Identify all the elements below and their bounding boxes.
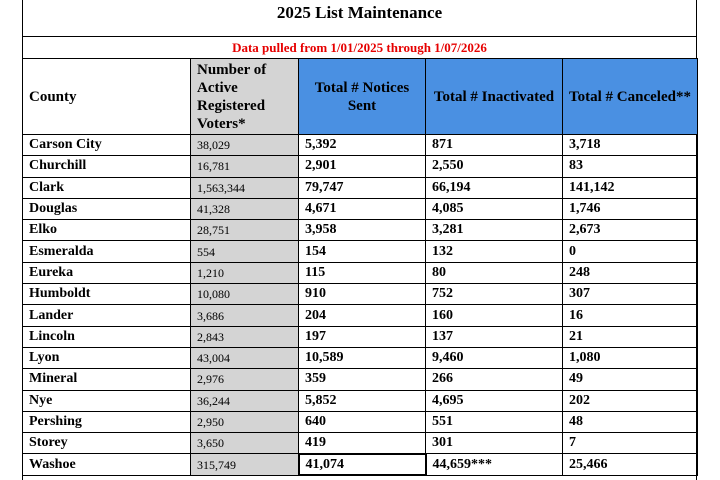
cell-county: Eureka [23, 262, 191, 283]
cell-inactivated: 301 [426, 433, 563, 454]
cell-active-voters: 43,004 [191, 347, 299, 368]
cell-notices-sent: 3,958 [299, 220, 426, 241]
table-row [23, 241, 698, 262]
cell-canceled: 3,718 [563, 135, 698, 156]
cell-county: Esmeralda [23, 241, 191, 262]
table-header-row [23, 59, 698, 135]
cell-inactivated: 871 [426, 135, 563, 156]
cell-inactivated: 80 [426, 262, 563, 283]
cell-canceled: 83 [563, 156, 698, 177]
cell-notices-sent: 5,392 [299, 135, 426, 156]
cell-inactivated: 9,460 [426, 347, 563, 368]
cell-county: Nye [23, 390, 191, 411]
cell-canceled: 0 [563, 241, 698, 262]
cell-inactivated: 4,085 [426, 198, 563, 219]
table-row [23, 284, 698, 305]
cell-canceled: 2,673 [563, 220, 698, 241]
cell-county: Lincoln [23, 326, 191, 347]
cell-county: Storey [23, 433, 191, 454]
cell-county: Churchill [23, 156, 191, 177]
cell-notices-sent: 79,747 [299, 177, 426, 198]
cell-inactivated: 160 [426, 305, 563, 326]
cell-active-voters: 3,650 [191, 433, 299, 454]
cell-active-voters: 41,328 [191, 198, 299, 219]
cell-county: Douglas [23, 198, 191, 219]
table-row [23, 454, 698, 475]
cell-active-voters: 36,244 [191, 390, 299, 411]
header-inactivated: Total # Inactivated [426, 59, 563, 135]
cell-county: Elko [23, 220, 191, 241]
cell-notices-sent: 419 [299, 433, 426, 454]
cell-canceled: 141,142 [563, 177, 698, 198]
table-row [23, 198, 698, 219]
table-row [23, 305, 698, 326]
cell-canceled: 49 [563, 369, 698, 390]
cell-canceled: 307 [563, 284, 698, 305]
cell-inactivated: 44,659*** [426, 454, 563, 475]
cell-active-voters: 28,751 [191, 220, 299, 241]
cell-active-voters: 315,749 [191, 454, 299, 475]
cell-county: Clark [23, 177, 191, 198]
table-row [23, 326, 698, 347]
cell-canceled: 1,746 [563, 198, 698, 219]
cell-inactivated: 752 [426, 284, 563, 305]
table-row [23, 220, 698, 241]
table-row [23, 135, 698, 156]
cell-canceled: 7 [563, 433, 698, 454]
cell-county: Humboldt [23, 284, 191, 305]
table-row [23, 177, 698, 198]
cell-active-voters: 1,210 [191, 262, 299, 283]
cell-active-voters: 1,563,344 [191, 177, 299, 198]
table-row [23, 156, 698, 177]
cell-canceled: 202 [563, 390, 698, 411]
table-row [23, 390, 698, 411]
cell-inactivated: 551 [426, 411, 563, 432]
header-active-voters: Number of Active Registered Voters* [191, 59, 299, 135]
table-row [23, 433, 698, 454]
table-row [23, 347, 698, 368]
cell-inactivated: 3,281 [426, 220, 563, 241]
cell-active-voters: 2,976 [191, 369, 299, 390]
cell-county: Mineral [23, 369, 191, 390]
cell-canceled: 16 [563, 305, 698, 326]
cell-notices-sent: 640 [299, 411, 426, 432]
cell-canceled: 25,466 [563, 454, 698, 475]
cell-notices-sent: 10,589 [299, 347, 426, 368]
cell-inactivated: 66,194 [426, 177, 563, 198]
cell-canceled: 21 [563, 326, 698, 347]
cell-county: Carson City [23, 135, 191, 156]
cell-inactivated: 2,550 [426, 156, 563, 177]
cell-county: Lyon [23, 347, 191, 368]
cell-county: Washoe [23, 454, 191, 475]
header-county: County [23, 59, 191, 135]
list-maintenance-table [22, 58, 698, 476]
cell-active-voters: 554 [191, 241, 299, 262]
cell-notices-sent: 2,901 [299, 156, 426, 177]
cell-active-voters: 10,080 [191, 284, 299, 305]
cell-active-voters: 38,029 [191, 135, 299, 156]
cell-notices-sent: 204 [299, 305, 426, 326]
cell-notices-sent: 5,852 [299, 390, 426, 411]
cell-county: Pershing [23, 411, 191, 432]
cell-notices-sent: 197 [299, 326, 426, 347]
cell-notices-sent: 115 [299, 262, 426, 283]
cell-inactivated: 4,695 [426, 390, 563, 411]
cell-canceled: 1,080 [563, 347, 698, 368]
cell-county: Lander [23, 305, 191, 326]
cell-canceled: 248 [563, 262, 698, 283]
cell-inactivated: 132 [426, 241, 563, 262]
cell-active-voters: 2,950 [191, 411, 299, 432]
table-row [23, 369, 698, 390]
cell-notices-sent: 4,671 [299, 198, 426, 219]
cell-canceled: 48 [563, 411, 698, 432]
cell-inactivated: 137 [426, 326, 563, 347]
cell-active-voters: 3,686 [191, 305, 299, 326]
cell-notices-sent: 359 [299, 369, 426, 390]
cell-active-voters: 16,781 [191, 156, 299, 177]
page-title: 2025 List Maintenance [22, 0, 697, 37]
cell-notices-sent: 154 [299, 241, 426, 262]
table-row [23, 411, 698, 432]
cell-notices-sent: 910 [299, 284, 426, 305]
cell-notices-sent: 41,074 [299, 454, 426, 475]
header-notices-sent: Total # Notices Sent [299, 59, 426, 135]
table-row [23, 262, 698, 283]
date-range-note: Data pulled from 1/01/2025 through 1/07/2026 [22, 37, 697, 59]
header-canceled: Total # Canceled** [563, 59, 698, 135]
cell-inactivated: 266 [426, 369, 563, 390]
cell-active-voters: 2,843 [191, 326, 299, 347]
